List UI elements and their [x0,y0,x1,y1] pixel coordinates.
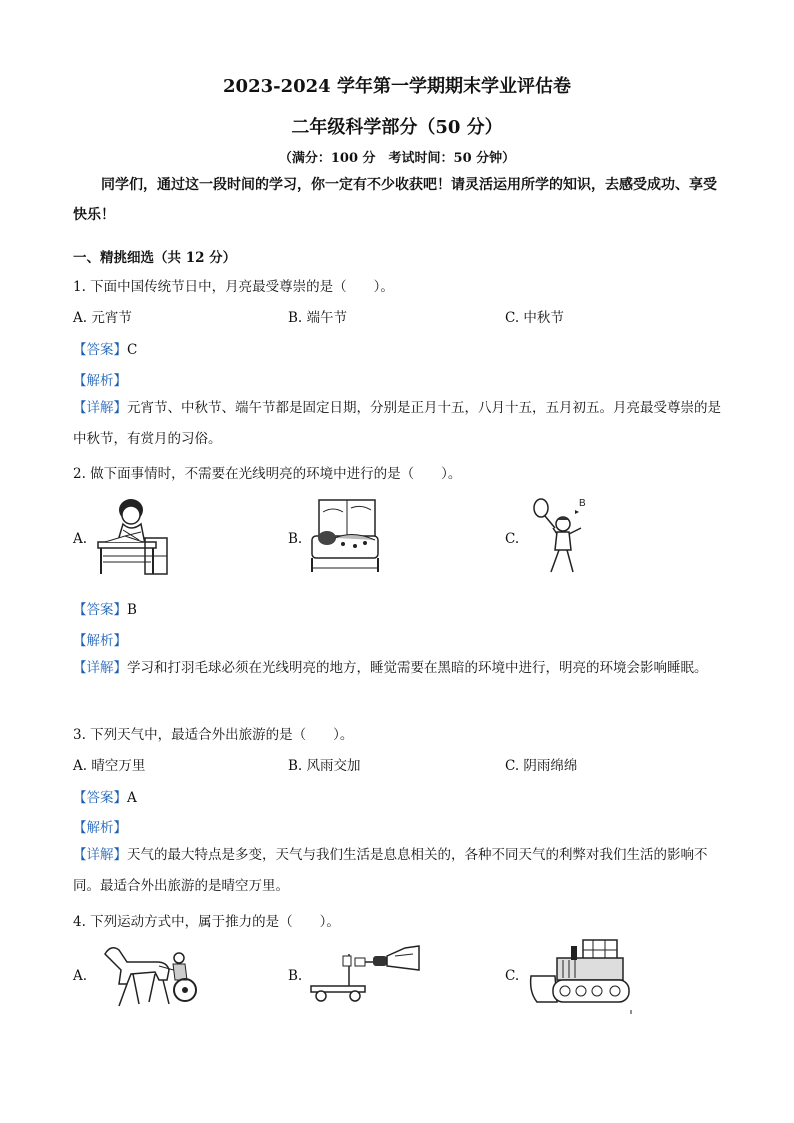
q1-answer-value: C [127,342,138,358]
q3-answer [73,786,137,806]
q3-analysis-label: 【解析】 [73,820,127,836]
detail-label: 【详解】 [73,847,127,863]
q2-analysis-label: 【解析】 [73,633,127,649]
q1-stem: 1. 下面中国传统节日中，月亮最受尊崇的是（ ）。 [73,279,394,295]
push-car-image [309,944,423,1004]
exam-title: 2023-2024 学年第一学期期末学业评估卷 [223,76,571,97]
q1-detail [73,393,723,455]
detail-label: 【详解】 [73,400,127,416]
q1-analysis-label: 【解析】 [73,373,127,389]
q2-detail [73,653,723,684]
q3-answer-value: A [127,790,137,806]
q3-option-b: B. 风雨交加 [288,758,361,774]
q1-option-b: B. 端午节 [288,310,348,326]
q4-option-c: C. [505,968,520,984]
q1-option-a: A. 元宵节 [73,310,132,326]
q1-option-c: C. 中秋节 [505,310,564,326]
detail-label: 【详解】 [73,660,127,676]
q4-option-a: A. [73,968,88,984]
q3-detail [73,840,723,902]
q1-detail-text: 元宵节、中秋节、端午节都是固定日期，分别是正月十五，八月十五，五月初五。月亮最受尊崇的是中秋节，有赏月的习俗。 [73,400,721,447]
shuttlecock-letter: B [579,498,586,509]
q4-option-b: B. [288,968,303,984]
q3-option-c: C. 阴雨绵绵 [505,758,578,774]
answer-label: 【答案】 [73,602,127,618]
badminton-girl-image [527,494,599,576]
q4-stem: 4. 下列运动方式中，属于推力的是（ ）。 [73,914,340,930]
sleeping-child-image [309,496,381,574]
q2-option-b: B. [288,531,303,547]
exam-meta: （满分：100 分 考试时间：50 分钟） [278,151,516,166]
q2-option-c: C. [505,531,520,547]
studying-girl-image [95,496,175,578]
q2-answer-value: B [127,602,137,618]
section-heading: 一、精挑细选（共 12 分） [73,250,237,266]
q2-answer [73,598,137,618]
exam-subtitle: 二年级科学部分（50 分） [291,117,503,138]
q2-detail-text: 学习和打羽毛球必须在光线明亮的地方，睡觉需要在黑暗的环境中进行，明亮的环境会影响睡眠。 [127,660,708,676]
horse-cart-image [97,940,203,1010]
q3-option-a: A. 晴空万里 [73,758,146,774]
q1-answer [73,338,137,358]
answer-label: 【答案】 [73,790,127,806]
answer-label: 【答案】 [73,342,127,358]
bulldozer-image [527,936,637,1018]
intro-paragraph: 同学们，通过这一段时间的学习，你一定有不少收获吧！请灵活运用所学的知识，去感受成功、享受快乐！ [73,177,717,223]
q2-option-a: A. [73,531,88,547]
q3-stem: 3. 下列天气中，最适合外出旅游的是（ ）。 [73,727,354,743]
q2-stem: 2. 做下面事情时，不需要在光线明亮的环境中进行的是（ ）。 [73,466,462,482]
q3-detail-text: 天气的最大特点是多变，天气与我们生活是息息相关的，各种不同天气的利弊对我们生活的影响不同。最适合外出旅游的是晴空万里。 [73,847,708,894]
